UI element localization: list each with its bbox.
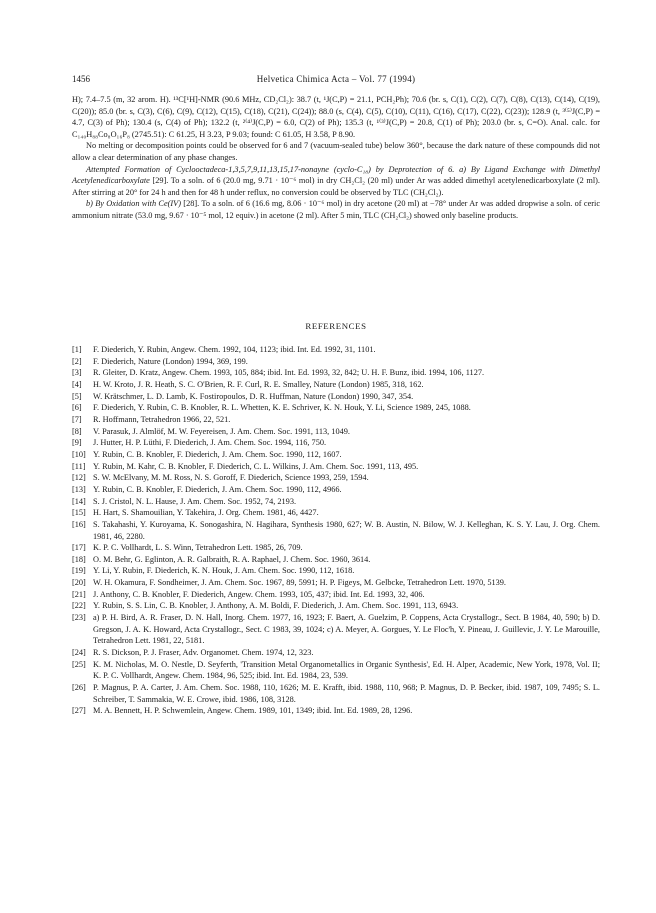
reference-text: W. H. Okamura, F. Sondheimer, J. Am. Chem. Soc. 1967, 89, 5991; H. P. Figeys, M. Gelbcke, Tetrahedron Lett. 1970, 5139. <box>93 578 506 588</box>
reference-text: R. Gleiter, D. Kratz, Angew. Chem. 1993, 105, 884; ibid. Int. Ed. 1993, 32, 842; U. H. F. Bunz, ibid. 1994, 106, 1127. <box>93 368 485 378</box>
reference-item <box>72 484 600 496</box>
reference-number: [19] <box>72 566 86 576</box>
procedure-text-a: [29]. To a soln. of 6 (20.0 mg, 9.71 · 10⁻⁶ mol) in dry CH₂Cl₂ (20 ml) under Ar was added dimethyl acetylenedicarboxylate (2 ml). After stirring at 20° for 24 h and then for 48 h under reflux, no conversion could be observed by TLC (CH₂Cl₂). <box>72 176 600 197</box>
nmr-paragraph: H); 7.4–7.5 (m, 32 arom. H). ¹³C[¹H]-NMR (90.6 MHz, CD₂Cl₂): 38.7 (t, ¹J(C,P) = 21.1, PCH₂Ph); 70.6 (br. s, C(1), C(2), C(7), C(8), C(13), C(14), C(19), C(20)); 85.0 (br. s, C(3), C(6), C(9), C(12), C(15), C(18), C(21), C(24)); 88.0 (s, C(4), C(5), C(10), C(11), C(16), C(17), C(22), C(23)); 128.9 (t, ³⁽⁵⁾J(C,P) = 4.7, C(3) of Ph); 130.4 (s, C(4) of Ph); 132.2 (t, ²⁽⁴⁾J(C,P) = 6.0, C(2) of Ph); 135.3 (t, ¹⁽³⁾J(C,P) = 20.8, C(1) of Ph); 203.0 (br. s, C=O). Anal. calc. for C₁₄₀H₈₈Co₈O₁₆P₈ (2745.51): C 61.25, H 3.23, P 9.03; found: C 61.05, H 3.58, P 8.90. <box>72 95 600 139</box>
reference-text: F. Diederich, Nature (London) 1994, 369, 199. <box>93 356 248 366</box>
reference-number: [5] <box>72 391 82 401</box>
melting-point-paragraph: No melting or decomposition points could be observed for 6 and 7 (vacuum-sealed tube) below 360°, because the dark nature of these compounds did not allow a clear determination of any phase changes. <box>72 141 600 162</box>
reference-text: S. J. Cristol, N. L. Hause, J. Am. Chem. Soc. 1952, 74, 2193. <box>93 496 297 506</box>
reference-number: [10] <box>72 449 86 459</box>
reference-number: [9] <box>72 438 82 448</box>
reference-number: [26] <box>72 683 86 693</box>
reference-number: [15] <box>72 508 86 518</box>
reference-item <box>72 461 600 473</box>
experimental-text <box>72 94 600 222</box>
section-heading-b: b) By Oxidation with Ce(IV) <box>86 199 181 209</box>
reference-item <box>72 589 600 601</box>
reference-text: M. A. Bennett, H. P. Schwemlein, Angew. Chem. 1989, 101, 1349; ibid. Int. Ed. 1989, 28, 1296. <box>93 706 413 716</box>
reference-number: [3] <box>72 368 82 378</box>
reference-item <box>72 472 600 484</box>
reference-number: [20] <box>72 578 86 588</box>
reference-text: Y. Li, Y. Rubin, F. Diederich, K. N. Houk, J. Am. Chem. Soc. 1990, 112, 1618. <box>93 566 355 576</box>
reference-text: K. P. C. Vollhardt, L. S. Winn, Tetrahedron Lett. 1985, 26, 709. <box>93 543 303 553</box>
reference-number: [13] <box>72 484 86 494</box>
reference-item <box>72 577 600 589</box>
reference-text: W. Krätschmer, L. D. Lamb, K. Fostiropoulos, D. R. Huffman, Nature (London) 1990, 347, 354. <box>93 391 414 401</box>
reference-number: [17] <box>72 543 86 553</box>
reference-item <box>72 367 600 379</box>
reference-text: R. Hoffmann, Tetrahedron 1966, 22, 521. <box>93 414 231 424</box>
reference-text: Y. Rubin, S. S. Lin, C. B. Knobler, J. Anthony, A. M. Boldi, F. Diederich, J. Am. Chem. Soc. 1991, 113, 6943. <box>93 601 459 611</box>
reference-text: H. Hart, S. Shamouilian, Y. Takehira, J. Org. Chem. 1981, 46, 4427. <box>93 508 319 518</box>
reference-item <box>72 519 600 542</box>
page-header <box>72 72 600 86</box>
reference-text: J. Anthony, C. B. Knobler, F. Diederich, Angew. Chem. 1993, 105, 437; ibid. Int. Ed. 1993, 32, 406. <box>93 589 425 599</box>
reference-item <box>72 554 600 566</box>
procedure-text-b: [28]. To a soln. of 6 (16.6 mg, 8.06 · 10⁻⁶ mol) in dry acetone (20 ml) at −78° under Ar was added dropwise a soln. of ceric ammonium nitrate (53.0 mg, 9.67 · 10⁻⁵ mol, 12 equiv.) in acetone (2 ml). After 5 min, TLC (CH₂Cl₂) showed only baseline products. <box>72 199 600 220</box>
reference-item <box>72 402 600 414</box>
reference-text: F. Diederich, Y. Rubin, C. B. Knobler, R. L. Whetten, K. E. Schriver, K. N. Houk, Y. Li, Science 1989, 245, 1088. <box>93 403 471 413</box>
reference-number: [22] <box>72 601 86 611</box>
reference-number: [6] <box>72 403 82 413</box>
reference-number: [14] <box>72 496 86 506</box>
reference-item <box>72 659 600 682</box>
reference-item <box>72 612 600 647</box>
reference-number: [1] <box>72 345 82 354</box>
reference-number: [12] <box>72 473 86 483</box>
page-number: 1456 <box>72 74 90 84</box>
references-list <box>72 344 600 717</box>
reference-item <box>72 705 600 717</box>
reference-item <box>72 426 600 438</box>
reference-item <box>72 344 600 356</box>
reference-item <box>72 565 600 577</box>
reference-item <box>72 682 600 705</box>
deprotection-paragraph-b <box>72 198 600 221</box>
reference-number: [23] <box>72 613 86 623</box>
reference-text: O. M. Behr, G. Eglinton, A. R. Galbraith, R. A. Raphael, J. Chem. Soc. 1960, 3614. <box>93 554 371 564</box>
reference-item <box>72 391 600 403</box>
reference-text: H. W. Kroto, J. R. Heath, S. C. O'Brien, R. F. Curl, R. E. Smalley, Nature (London) 1985, 318, 162. <box>93 379 424 389</box>
reference-number: [18] <box>72 554 86 564</box>
reference-item <box>72 542 600 554</box>
reference-number: [27] <box>72 706 86 716</box>
section-heading-a: Attempted Formation of Cyclooctadeca-1,3,5,7,9,11,13,15,17-nonayne (cyclo-C₁₈) by Deprotection of 6. a) By Ligand Exchange with Dimethyl Acetylenedicarboxylate <box>72 164 600 186</box>
reference-item <box>72 647 600 659</box>
reference-number: [2] <box>72 356 82 366</box>
reference-text: a) P. H. Bird, A. R. Fraser, D. N. Hall, Inorg. Chem. 1977, 16, 1923; F. Baert, A. Guelzim, P. Coppens, Acta Crystallogr., Sect. B 1984, 40, 590; b) D. Gregson, J. A. K. Howard, Acta Crystallogr., Sect. C 1983, 39, 1024; c) A. Meyer, A. Gorgues, Y. Le Floc'h, Y. Pineau, J. Guillevic, J. Y. Le Marouille, Tetrahedron Lett. 1981, 22, 5181. <box>93 613 600 646</box>
reference-item <box>72 600 600 612</box>
references-heading: REFERENCES <box>305 321 367 331</box>
reference-text: Y. Rubin, C. B. Knobler, F. Diederich, J. Am. Chem. Soc. 1990, 112, 4966. <box>93 484 342 494</box>
reference-text: K. M. Nicholas, M. O. Nestle, D. Seyferth, 'Transition Metal Organometallics in Organic Synthesis', Ed. H. Alper, Academic, New York, 1978, Vol. II; K. P. C. Vollhardt, Angew. Chem. 1984, 96, 525; ibid. Int. Ed. 1984, 23, 539. <box>93 659 600 681</box>
reference-item <box>72 496 600 508</box>
reference-number: [24] <box>72 648 86 658</box>
reference-number: [25] <box>72 659 86 669</box>
reference-number: [4] <box>72 379 82 389</box>
reference-item <box>72 356 600 368</box>
reference-text: Y. Rubin, M. Kahr, C. B. Knobler, F. Diederich, C. L. Wilkins, J. Am. Chem. Soc. 1991, 113, 495. <box>93 461 419 471</box>
reference-item <box>72 437 600 449</box>
reference-text: V. Parasuk, J. Almlöf, M. W. Feyereisen, J. Am. Chem. Soc. 1991, 113, 1049. <box>93 426 350 436</box>
reference-text: P. Magnus, P. A. Carter, J. Am. Chem. Soc. 1988, 110, 1626; M. E. Krafft, ibid. 1988, 110, 968; P. Magnus, D. P. Becker, ibid. 1987, 109, 7495; S. L. Schreiber, T. Sammakia, W. E. Crowe, ibid. 1986, 108, 3128. <box>93 683 600 704</box>
reference-item <box>72 449 600 461</box>
reference-text: R. S. Dickson, P. J. Fraser, Adv. Organomet. Chem. 1974, 12, 323. <box>93 648 314 658</box>
reference-number: [8] <box>72 426 82 436</box>
reference-text: Y. Rubin, C. B. Knobler, F. Diederich, J. Am. Chem. Soc. 1990, 112, 1607. <box>93 449 342 459</box>
reference-item <box>72 379 600 391</box>
reference-number: [11] <box>72 461 86 471</box>
reference-item <box>72 507 600 519</box>
reference-number: [7] <box>72 414 82 424</box>
journal-title: Helvetica Chimica Acta – Vol. 77 (1994) <box>256 74 416 84</box>
reference-number: [21] <box>72 589 86 599</box>
reference-text: S. W. McElvany, M. M. Ross, N. S. Goroff, F. Diederich, Science 1993, 259, 1594. <box>93 473 369 483</box>
reference-text: F. Diederich, Y. Rubin, Angew. Chem. 1992, 104, 1123; ibid. Int. Ed. 1992, 31, 1101. <box>93 345 376 354</box>
reference-text: J. Hutter, H. P. Lüthi, F. Diederich, J. Am. Chem. Soc. 1994, 116, 750. <box>93 438 327 448</box>
deprotection-paragraph-a <box>72 164 600 199</box>
reference-number: [16] <box>72 519 86 529</box>
reference-text: S. Takahashi, Y. Kuroyama, K. Sonogashira, N. Hagihara, Synthesis 1980, 627; W. B. Austin, N. Bilow, W. J. Kelleghan, K. S. Y. Lau, J. Org. Chem. 1981, 46, 2280. <box>93 519 600 541</box>
reference-item <box>72 414 600 426</box>
